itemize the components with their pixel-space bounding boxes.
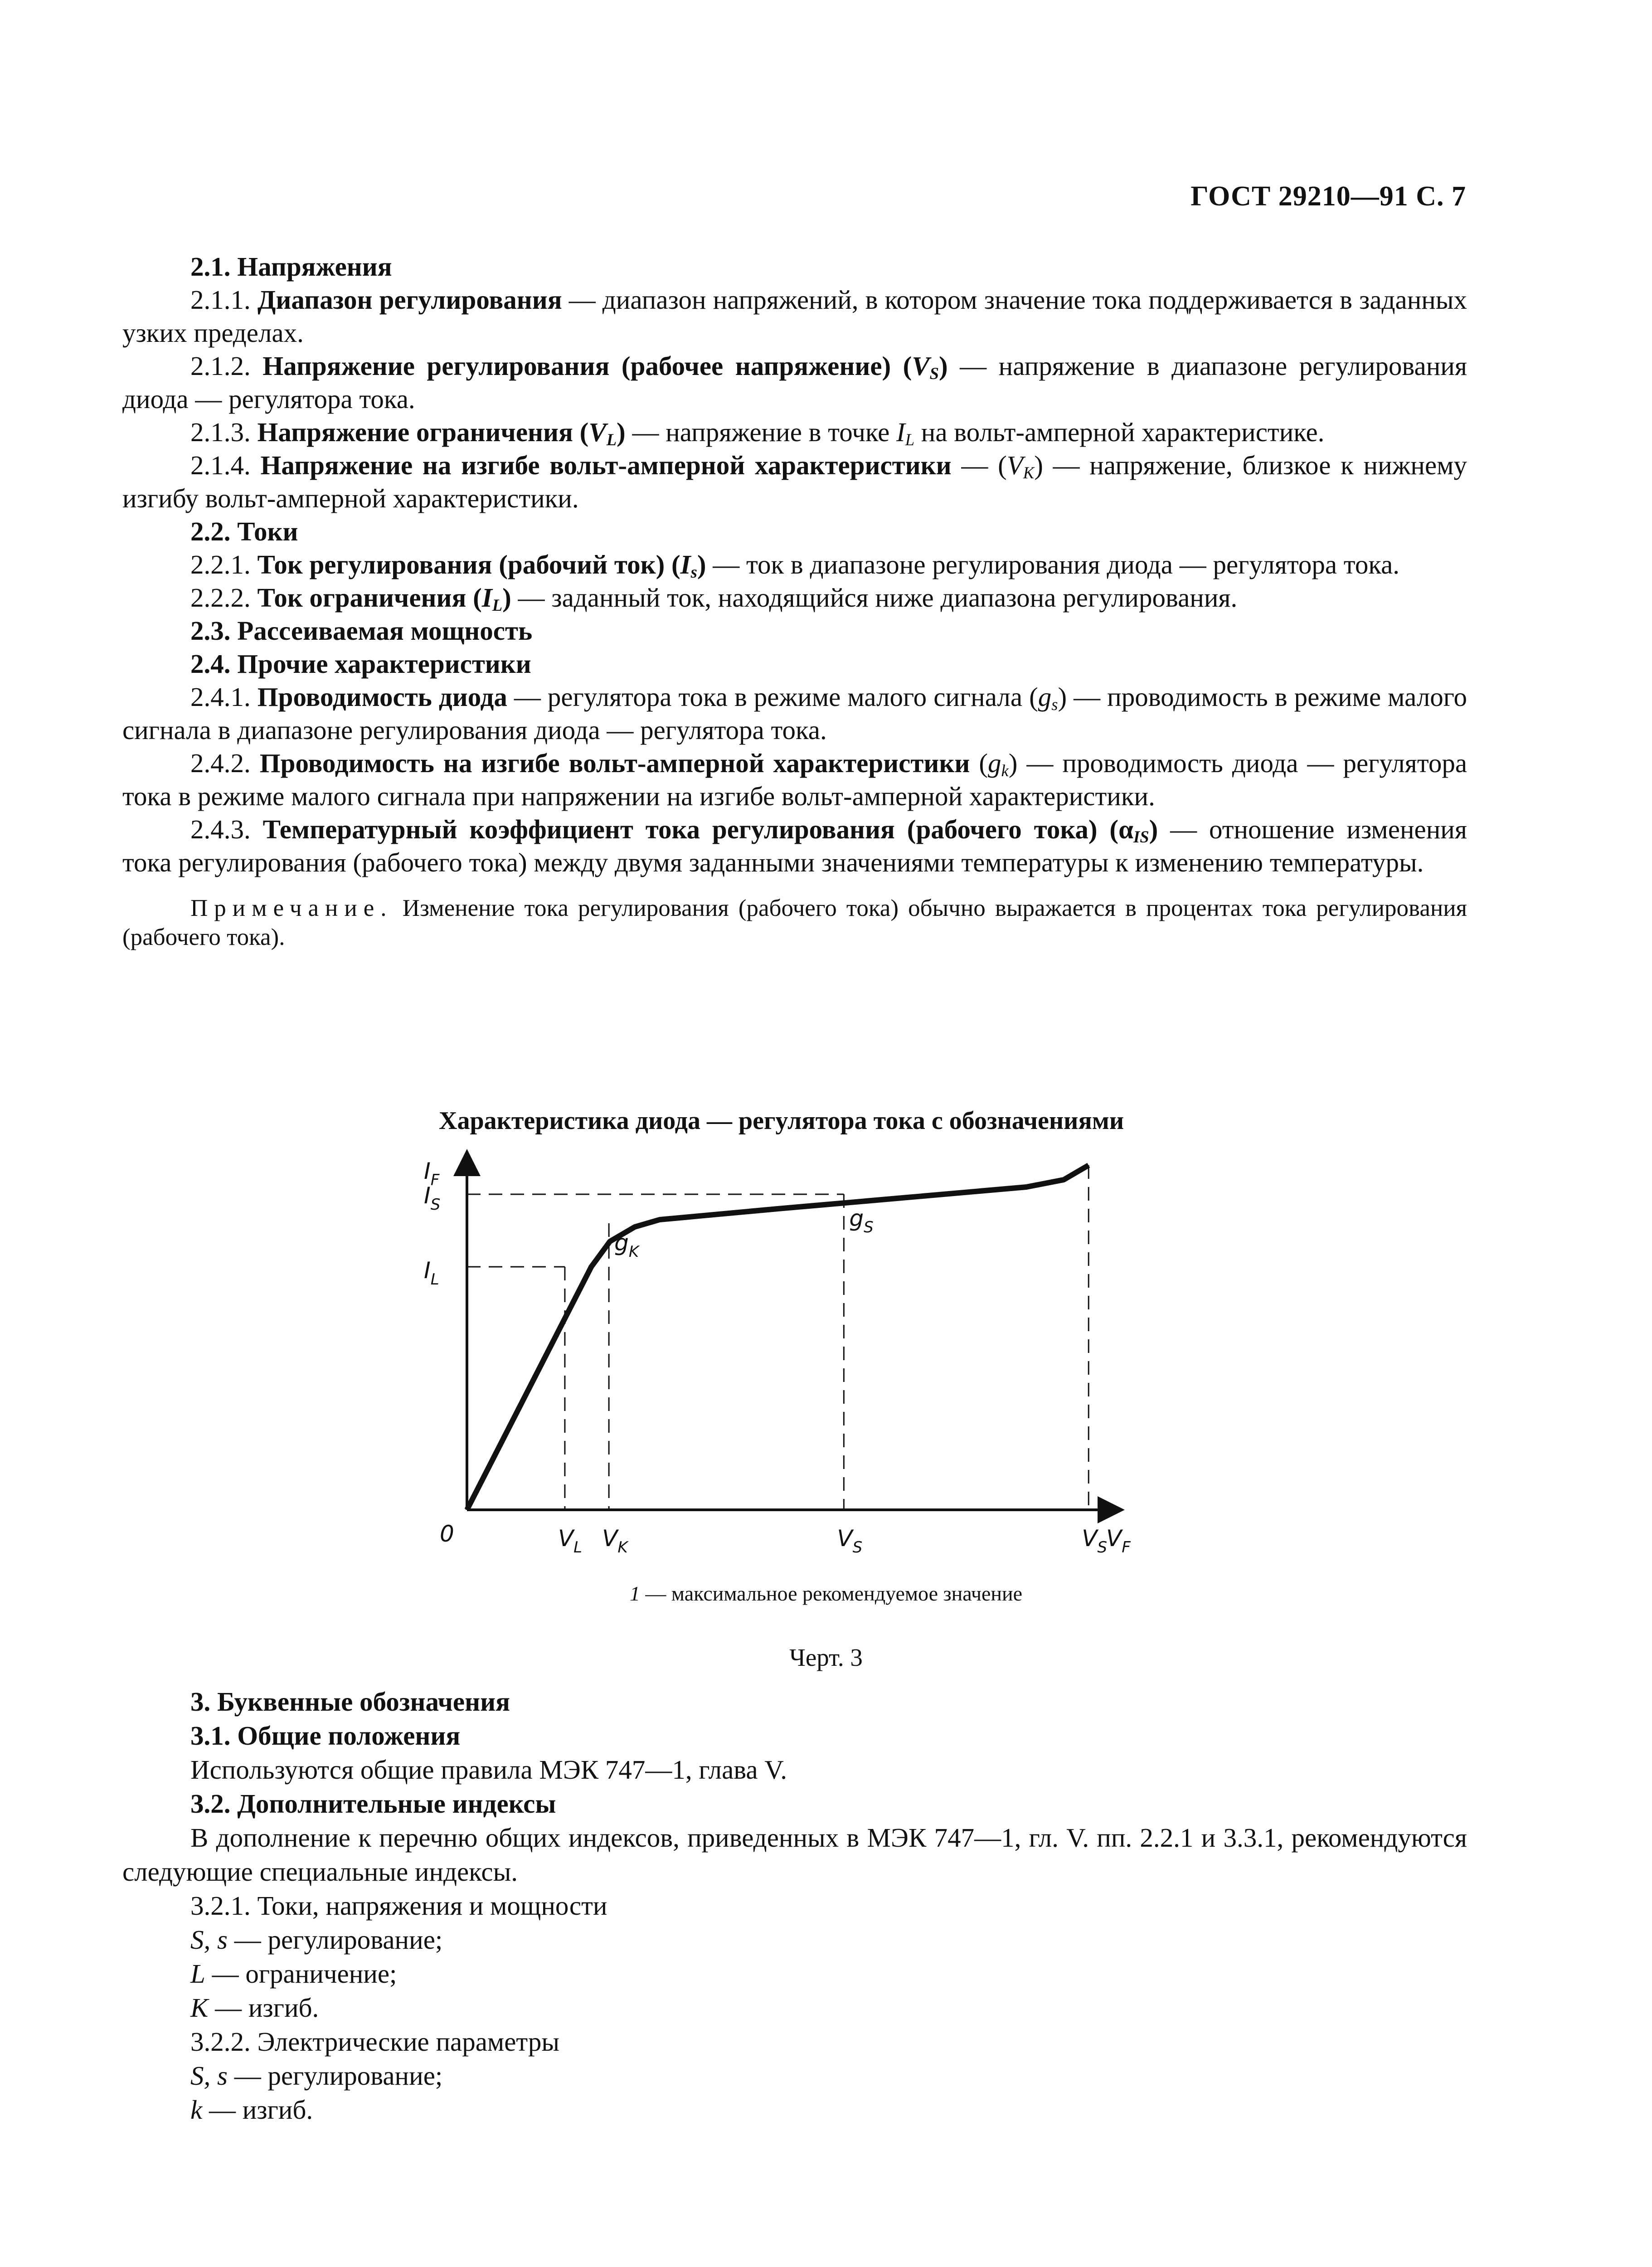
- paragraph-2-2-2: 2.2.2. Ток ограничения $(I_L)$ — заданный ток, находящийся ниже диапазона регулирования.: [190, 583, 1238, 615]
- x-tick-vk: $V_K$: [602, 1525, 628, 1557]
- paragraph-2-1-2: 2.1.2. Напряжение регулирования (рабочее напряжение) $(V_S)$ — напряжение в диапазоне регулирования диода — регулятора тока.: [122, 351, 1467, 414]
- paragraph-2-1-3: 2.1.3. Напряжение ограничения $(V_L)$ — напряжение в точке $I_L$ на вольт-амперной характеристике.: [190, 417, 1325, 449]
- y-axis-label: $I_F$: [424, 1158, 440, 1189]
- index-k-bend: K — изгиб.: [190, 1993, 319, 2023]
- x-tick-vl: $V_L$: [558, 1525, 583, 1557]
- x-tick-vs-max: $V_S$: [1082, 1525, 1108, 1557]
- paragraph-2-4-2: 2.4.2. Проводимость на изгибе вольт-амперной характеристики $(g_k)$ — проводимость диода — регулятора тока в режиме малого сигнала при напряжении на изгибе вольт-амперной характеристики.: [122, 748, 1467, 811]
- annotation-gk: $g_K$: [614, 1230, 639, 1261]
- paragraph-2-4-3: 2.4.3. Температурный коэффициент тока регулирования (рабочего тока) $(\alpha_{IS})$ — отношение изменения тока регулирования (рабочего тока) между двумя заданными значениями температуры к изменению температуры.: [122, 814, 1467, 877]
- paragraph-3-2-1: 3.2.1. Токи, напряжения и мощности: [190, 1891, 607, 1921]
- figure-caption: 1 — максимальное рекомендуемое значение: [629, 1582, 1023, 1605]
- heading-3-1: 3.1. Общие положения: [190, 1721, 461, 1751]
- paragraph-2-4-1: 2.4.1. Проводимость диода — регулятора тока в режиме малого сигнала $(g_s)$ — проводимость в режиме малого сигнала в диапазоне регулирования диода — регулятора тока.: [122, 682, 1467, 745]
- paragraph-3-1: Используются общие правила МЭК 747—1, глава V.: [190, 1755, 787, 1785]
- section-2-text: [122, 250, 1467, 976]
- heading-3: 3. Буквенные обозначения: [190, 1687, 510, 1717]
- paragraph-3-2: В дополнение к перечню общих индексов, приведенных в МЭК 747—1, гл. V. пп. 2.2.1 и 3.3.1, рекомендуются следующие специальные индексы.: [122, 1823, 1467, 1887]
- paragraph-2-2-1: 2.2.1. Ток регулирования (рабочий ток) $(I_s)$ — ток в диапазоне регулирования диода — регулятора тока.: [190, 550, 1400, 582]
- heading-3-2: 3.2. Дополнительные индексы: [190, 1789, 556, 1819]
- section-3-text: [122, 1685, 1467, 2127]
- document-header: ГОСТ 29210—91 С. 7: [1190, 181, 1466, 212]
- index-k-bend-2: k — изгиб.: [190, 2095, 313, 2125]
- origin-label: 0: [440, 1521, 454, 1547]
- note: Примечание. Изменение тока регулирования (рабочего тока) обычно выражается в процентах тока регулирования (рабочего тока).: [122, 895, 1467, 950]
- y-tick-is: $I_S$: [424, 1182, 441, 1214]
- figure-title: Характеристика диода — регулятора тока с обозначениями: [439, 1107, 1124, 1135]
- figure-number: Черт. 3: [789, 1644, 863, 1671]
- characteristic-curve: [467, 1165, 1088, 1510]
- paragraph-2-1-1: 2.1.1. Диапазон регулирования — диапазон напряжений, в котором значение тока поддерживается в заданных узких пределах.: [122, 285, 1467, 348]
- x-tick-vs: $V_S$: [837, 1525, 863, 1557]
- heading-2-4: 2.4. Прочие характеристики: [190, 649, 531, 679]
- annotation-gs: $g_S$: [849, 1205, 874, 1236]
- index-s-regulation-2: S, s — регулирование;: [190, 2061, 443, 2091]
- heading-2-3: 2.3. Рассеиваемая мощность: [190, 616, 533, 646]
- index-s-regulation: S, s — регулирование;: [190, 1925, 443, 1955]
- x-axis-label: $V_F$: [1106, 1525, 1131, 1557]
- paragraph-2-1-4: 2.1.4. Напряжение на изгибе вольт-амперной характеристики — $(V_K)$ — напряжение, близкое к нижнему изгибу вольт-амперной характеристики.: [122, 450, 1467, 513]
- heading-2-2: 2.2. Токи: [190, 516, 298, 546]
- y-tick-il: $I_L$: [424, 1257, 439, 1289]
- heading-2-1: 2.1. Напряжения: [190, 252, 392, 282]
- paragraph-3-2-2: 3.2.2. Электрические параметры: [190, 2027, 560, 2057]
- index-l-limit: L — ограничение;: [190, 1959, 397, 1989]
